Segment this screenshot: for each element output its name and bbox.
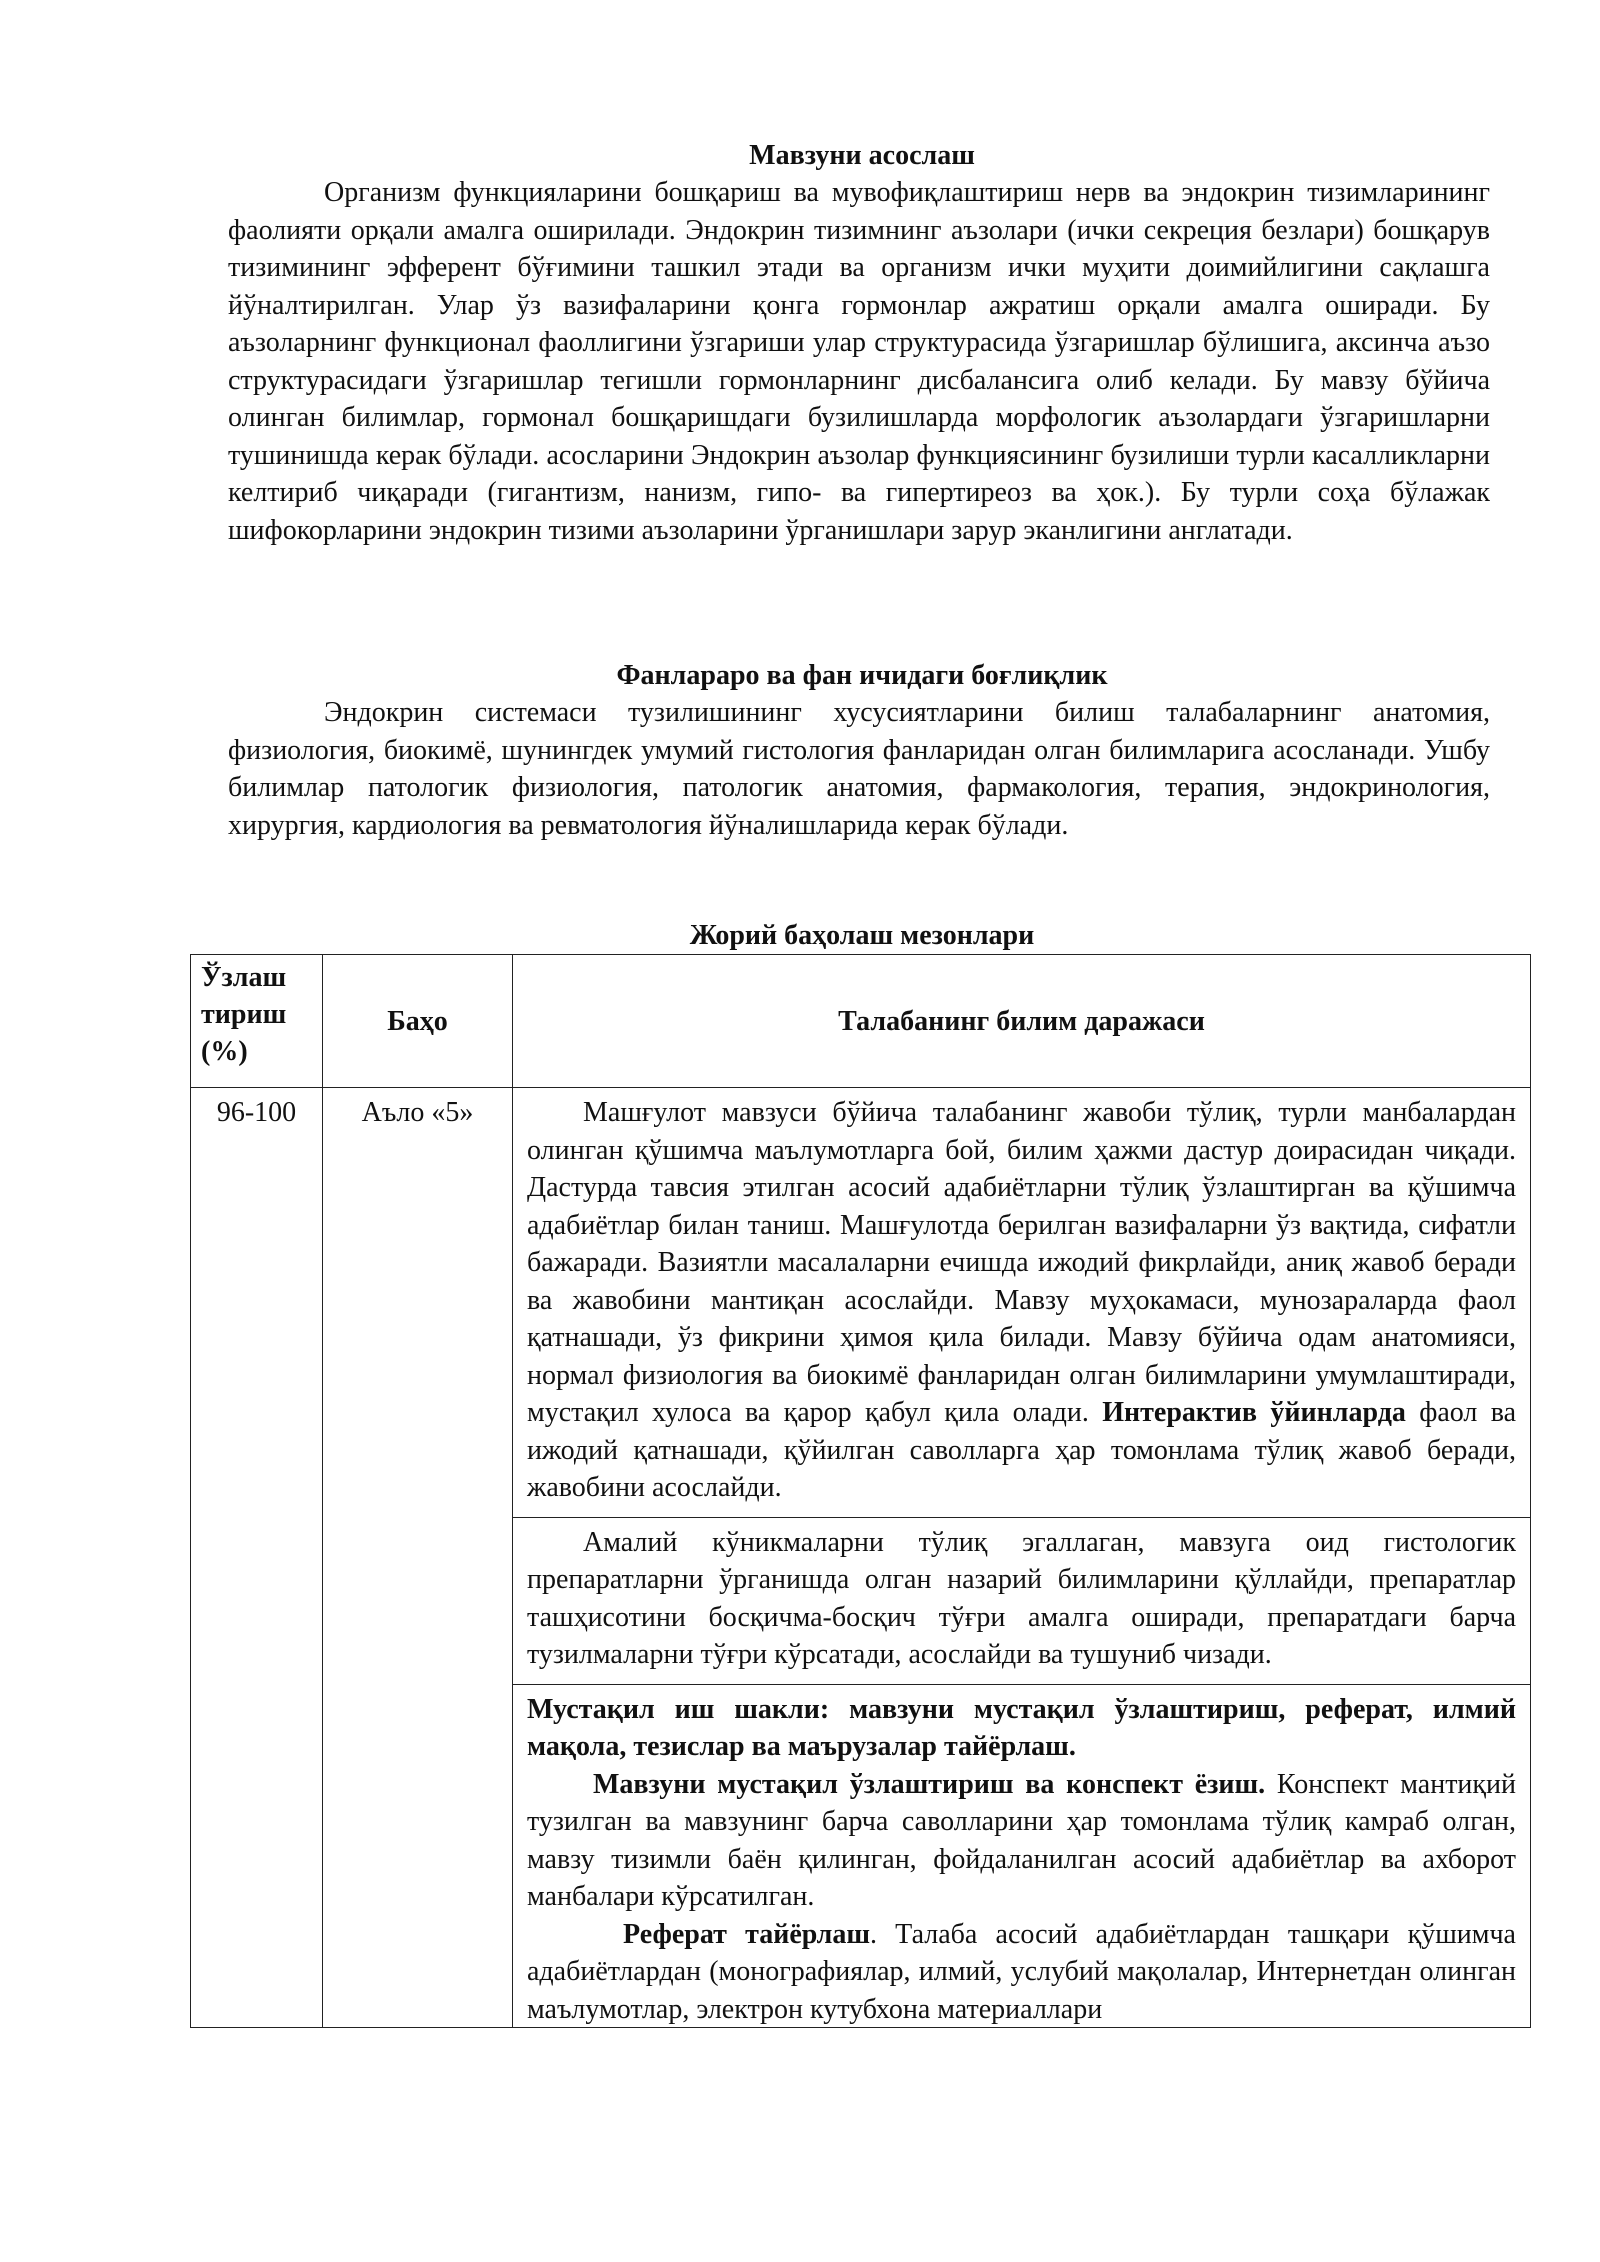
- criteria-text-part: Машғулот мавзуси бўйича талабанинг жавоби тўлиқ, турли манбалардан олинган қўшимча маълумотларга бой, билим ҳажми дастур доирасидан чиқади. Дастурда тавсия этилган асосий адабиётларни тўлиқ ўзлаштирган ва қўшимча адабиётлар билан таниш. Машғулотда берилган вазифаларни ўз вақтида, сифатли бажаради. Вазиятли масалаларни ечишда ижодий фикрлайди, аниқ жавоб беради ва жавобини мантиқан асослайди. Мавзу муҳокамаси, мунозараларда фаол қатнашади, ўз фикрини ҳимоя қила билади. Мавзу бўйича одам анатомияси, нормал физиология ва биокимё фанларидан олган билимларини умумлаштиради, мустақил хулоса ва қарор қабул қила олади.: [527, 1097, 1516, 1428]
- self-study-paragraph: [527, 1766, 1516, 1916]
- criteria-knowledge-text: [527, 1094, 1516, 1507]
- grading-criteria-table: [190, 954, 1531, 2028]
- self-study-bold: Мавзуни мустақил ўзлаштириш ва конспект ёзиш.: [593, 1768, 1266, 1800]
- report-paragraph: [527, 1916, 1516, 2027]
- criteria-text-part: фаол ва ижодий қатнашади, қўйилган саволларга ҳар томонлама тўлиқ жавоб беради, жавобини асослайди.: [527, 1397, 1517, 1503]
- rationale-paragraph: Организм функцияларини бошқариш ва мувофиқлаштириш нерв ва эндокрин тизимларининг фаолияти орқали амалга оширилади. Эндокрин тизимнинг аъзолари (ички секреция безлари) бошқарув тизимининг эфферент бўғимини ташкил этади ва организм ички муҳити доимийлигини сақлашга йўналтирилган. Улар ўз вазифаларини қонга гормонлар ажратиш орқали амалга оширади. Бу аъзоларнинг функционал фаоллигини ўзгариши улар структурасида ўзгаришлар бўлишига, аксинча аъзо структурасидаги ўзгаришлар тегишли гормонларнинг дисбалансига олиб келади. Бу мавзу бўйича олинган билимлар, гормонал бошқаришдаги бузилишларда морфологик аъзолардаги ўзгаришларни тушинишда керак бўлади. асосларини Эндокрин аъзолар функциясининг бузилиши турли касалликларни келтириб чиқаради (гигантизм, нанизм, гипо- ва гипертиреоз ва ҳок.). Бу турли соҳа бўлажак шифокорларини эндокрин тизими аъзоларини ўрганишлари зарур эканлигини англатади.: [228, 177, 1490, 546]
- header-percent: Ўзлаш тириш (%): [191, 955, 323, 1088]
- section-title-rationale: Мавзуни асослаш: [749, 140, 975, 171]
- independent-work-content: [527, 1691, 1516, 2027]
- report-text: . Талаба асосий адабиётлардан ташқари қўшимча адабиётлардан (монографиялар, илмий, услубий мақолалар, Интернетдан олинган маълумотлар, электрон кутубхона материаллари: [527, 1918, 1516, 2025]
- table-row: [191, 1088, 1531, 1518]
- table-title: Жорий баҳолаш мезонлари: [689, 920, 1035, 951]
- header-grade: Баҳо: [323, 955, 513, 1088]
- criteria-practical-cell: [513, 1517, 1531, 1684]
- header-knowledge-level: Талабанинг билим даражаси: [513, 955, 1531, 1088]
- criteria-knowledge-cell: [513, 1088, 1531, 1518]
- cell-percent: 96-100: [191, 1088, 323, 2028]
- section-title-interdisciplinary: Фанлараро ва фан ичидаги боғлиқлик: [616, 660, 1108, 691]
- criteria-practical-text: Амалий кўникмаларни тўлиқ эгаллаган, мавзуга оид гистологик препаратларни ўрганишда олган назарий билимларини қўллайди, препаратлар ташҳисотини босқичма-босқич тўғри амалга оширади, препаратдаги барча тузилмаларни тўғри кўрсатади, асослайди ва тушуниб чизади.: [527, 1526, 1516, 1670]
- table-header-row: [191, 955, 1531, 1088]
- cell-grade: Аъло «5»: [323, 1088, 513, 2028]
- interdisciplinary-paragraph: Эндокрин системаси тузилишининг хусусиятларини билиш талабаларнинг анатомия, физиология, биокимё, шунингдек умумий гистология фанларидан олган билимларига асосланади. Ушбу билимлар патологик физиология, патологик анатомия, фармакология, терапия, эндокринология, хирургия, кардиология ва ревматология йўналишларида керак бўлади.: [228, 697, 1490, 841]
- independent-work-heading: Мустақил иш шакли: мавзуни мустақил ўзлаштириш, реферат, илмий мақола, тезислар ва маърузалар тайёрлаш.: [527, 1693, 1516, 1762]
- self-study-text: Конспект мантиқий тузилган ва мавзунинг барча саволларини ҳар томонлама тўлиқ камраб олган, мавзу тизимли баён қилинган, фойдаланилган асосий адабиётлар ва ахборот манбалари кўрсатилган.: [527, 1768, 1516, 1912]
- interactive-games-bold: Интерактив ўйинларда: [1102, 1397, 1406, 1428]
- criteria-independent-work-cell: [513, 1684, 1531, 2027]
- report-bold: Реферат тайёрлаш: [623, 1918, 870, 1950]
